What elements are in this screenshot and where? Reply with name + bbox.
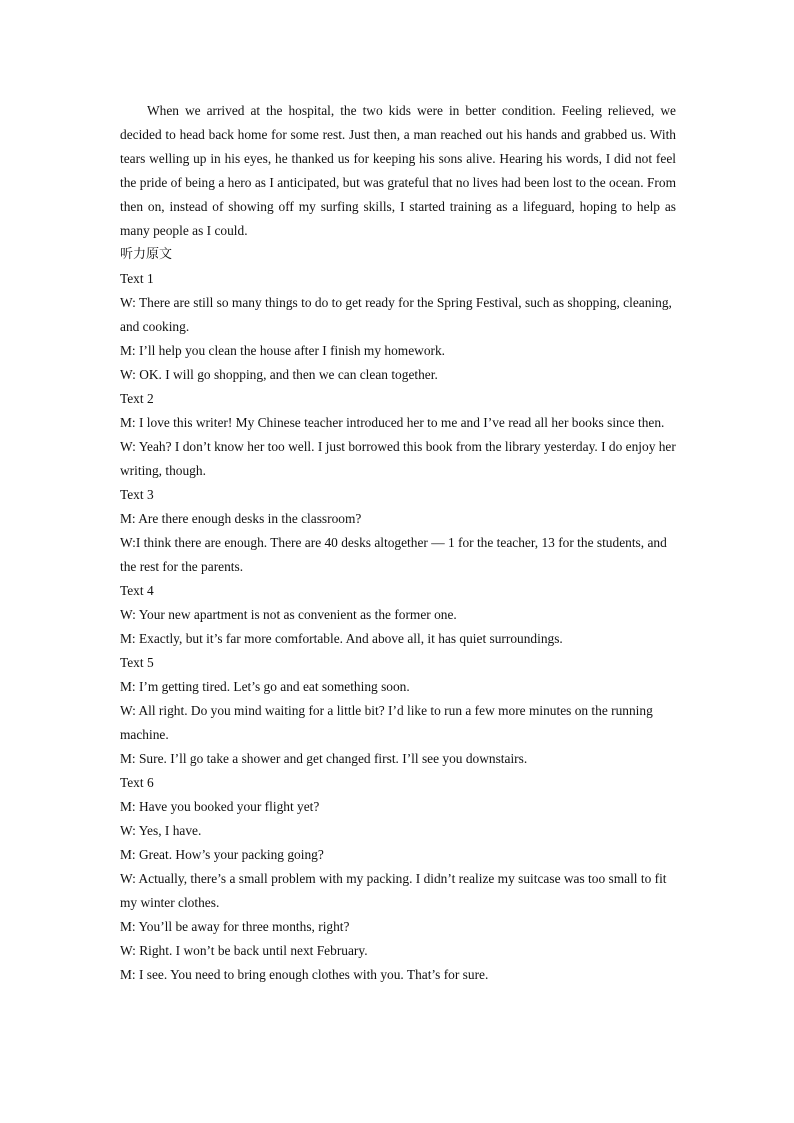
text-title: Text 2 bbox=[120, 391, 154, 406]
text-title: Text 1 bbox=[120, 271, 154, 286]
dialogue-line: W: There are still so many things to do to get ready for the Spring Festival, such as shopping, cleaning, and cooking. bbox=[120, 295, 672, 334]
section-heading: 听力原文 bbox=[120, 247, 173, 262]
dialogue-line: W: All right. Do you mind waiting for a little bit? I’d like to run a few more minutes on the running machine. bbox=[120, 703, 653, 742]
dialogue-line: M: Are there enough desks in the classroom? bbox=[120, 511, 362, 526]
dialogue-line: W: Right. I won’t be back until next February. bbox=[120, 943, 368, 958]
text-title: Text 6 bbox=[120, 775, 154, 790]
story-paragraph: When we arrived at the hospital, the two kids were in better condition. Feeling relieved, we decided to head back home for some rest. Just then, a man reached out his hands and grabbed us. With tears welling up in his eyes, he thanked us for keeping his sons alive. Hearing his words, I did not feel the pride of being a hero as I anticipated, but was grateful that no lives had been lost to the ocean. From then on, instead of showing off my surfing skills, I started training as a lifeguard, hoping to help as many people as I could. bbox=[120, 103, 676, 238]
dialogue-line: M: Great. How’s your packing going? bbox=[120, 847, 324, 862]
dialogue-line: W: OK. I will go shopping, and then we can clean together. bbox=[120, 367, 438, 382]
dialogue-line: M: I’ll help you clean the house after I finish my homework. bbox=[120, 343, 446, 358]
dialogue-line: M: Sure. I’ll go take a shower and get changed first. I’ll see you downstairs. bbox=[120, 751, 528, 766]
dialogue-line: W: Actually, there’s a small problem with my packing. I didn’t realize my suitcase was too small to fit my winter clothes. bbox=[120, 871, 667, 910]
dialogue-line: M: I’m getting tired. Let’s go and eat something soon. bbox=[120, 679, 410, 694]
dialogue-line: M: Exactly, but it’s far more comfortable. And above all, it has quiet surroundings. bbox=[120, 631, 563, 646]
text-title: Text 5 bbox=[120, 655, 154, 670]
dialogue-line: W:I think there are enough. There are 40 desks altogether — 1 for the teacher, 13 for the students, and the rest for the parents. bbox=[120, 535, 667, 574]
dialogue-line: W: Yes, I have. bbox=[120, 823, 202, 838]
document-content bbox=[120, 99, 676, 987]
dialogue-line: W: Yeah? I don’t know her too well. I just borrowed this book from the library yesterday. I do enjoy her writing, though. bbox=[120, 439, 676, 478]
dialogue-line: M: I see. You need to bring enough clothes with you. That’s for sure. bbox=[120, 967, 489, 982]
dialogue-line: W: Your new apartment is not as convenient as the former one. bbox=[120, 607, 457, 622]
text-title: Text 4 bbox=[120, 583, 154, 598]
dialogue-line: M: You’ll be away for three months, right? bbox=[120, 919, 350, 934]
dialogue-line: M: I love this writer! My Chinese teacher introduced her to me and I’ve read all her books since then. bbox=[120, 415, 665, 430]
text-title: Text 3 bbox=[120, 487, 154, 502]
dialogue-line: M: Have you booked your flight yet? bbox=[120, 799, 320, 814]
